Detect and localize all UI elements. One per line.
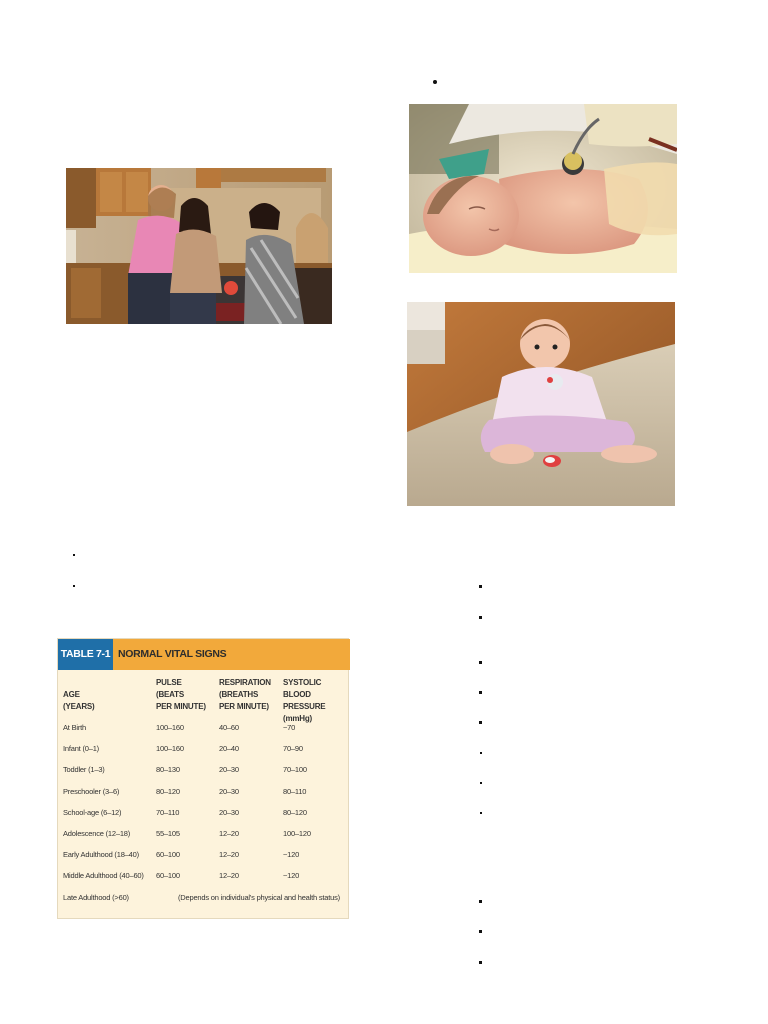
list-bullet [479, 661, 482, 664]
table-cell-resp: 40–60 [219, 723, 239, 732]
table-cell-pulse: 80–130 [156, 765, 180, 775]
table-number: TABLE 7-1 [58, 639, 113, 670]
table-cell-resp: 12–20 [219, 871, 239, 881]
table-cell-bp: ~120 [283, 871, 300, 881]
table-cell-resp: 12–20 [219, 850, 239, 860]
table-cell-bp: 70–90 [283, 744, 303, 754]
table-cell-age: Adolescence (12–18) [63, 829, 131, 838]
list-bullet [433, 80, 437, 84]
table-cell-resp: 20–30 [219, 786, 239, 796]
table-cell-bp: 80–110 [283, 786, 307, 796]
list-bullet [479, 900, 482, 903]
table-cell-pulse: 60–100 [156, 871, 180, 881]
table-cell-pulse: 55–105 [156, 829, 180, 838]
table-cell-resp: 20–30 [219, 807, 239, 817]
list-bullet [73, 554, 75, 556]
table-cell-age: School-age (6–12) [63, 807, 122, 817]
list-bullet [479, 721, 482, 724]
table-cell-resp: 20–40 [219, 744, 239, 754]
table-cell-pulse: 70–110 [156, 807, 180, 817]
table-cell-pulse: 100–160 [156, 744, 184, 754]
column-header-pulse: PULSE (BEATS PER MINUTE) [156, 678, 206, 711]
list-bullet [479, 930, 482, 933]
baby-on-rug-photo [407, 302, 675, 506]
table-cell-age: Infant (0–1) [63, 744, 99, 754]
table-cell-bp: ~120 [283, 850, 300, 860]
table-cell-age: Late Adulthood (>60) [63, 892, 129, 902]
vital-signs-table [57, 638, 349, 919]
newborn-stethoscope-photo [409, 104, 677, 273]
table-title: NORMAL VITAL SIGNS [118, 648, 227, 660]
list-bullet [480, 782, 482, 784]
list-bullet [480, 752, 482, 754]
column-header-respiration: RESPIRATION (BREATHS PER MINUTE) [219, 678, 271, 711]
list-bullet [479, 961, 482, 964]
table-cell-bp: 70–100 [283, 765, 307, 775]
table-cell-note: (Depends on individual's physical and health status) [178, 892, 340, 902]
list-bullet [479, 616, 482, 619]
table-cell-age: At Birth [63, 723, 86, 732]
column-header-age: AGE (YEARS) [63, 690, 95, 711]
table-cell-pulse: 60–100 [156, 850, 180, 860]
list-bullet [479, 585, 482, 588]
table-cell-pulse: 100–160 [156, 723, 184, 732]
table-cell-age: Middle Adulthood (40–60) [63, 871, 144, 881]
table-cell-resp: 12–20 [219, 829, 239, 838]
table-header-bar [58, 639, 350, 670]
table-cell-bp: 100–120 [283, 829, 311, 838]
table-cell-bp: 80–120 [283, 807, 307, 817]
list-bullet [479, 691, 482, 694]
column-header-systolic: SYSTOLIC BLOOD PRESSURE (mmHg) [283, 678, 326, 723]
list-bullet [480, 812, 482, 814]
table-cell-age: Toddler (1–3) [63, 765, 105, 775]
table-cell-age: Preschooler (3–6) [63, 786, 120, 796]
table-cell-age: Early Adulthood (18–40) [63, 850, 139, 860]
three-women-kitchen-photo [66, 168, 332, 324]
table-cell-pulse: 80–120 [156, 786, 180, 796]
table-cell-resp: 20–30 [219, 765, 239, 775]
list-bullet [73, 585, 75, 587]
table-cell-bp: ~70 [283, 723, 296, 732]
